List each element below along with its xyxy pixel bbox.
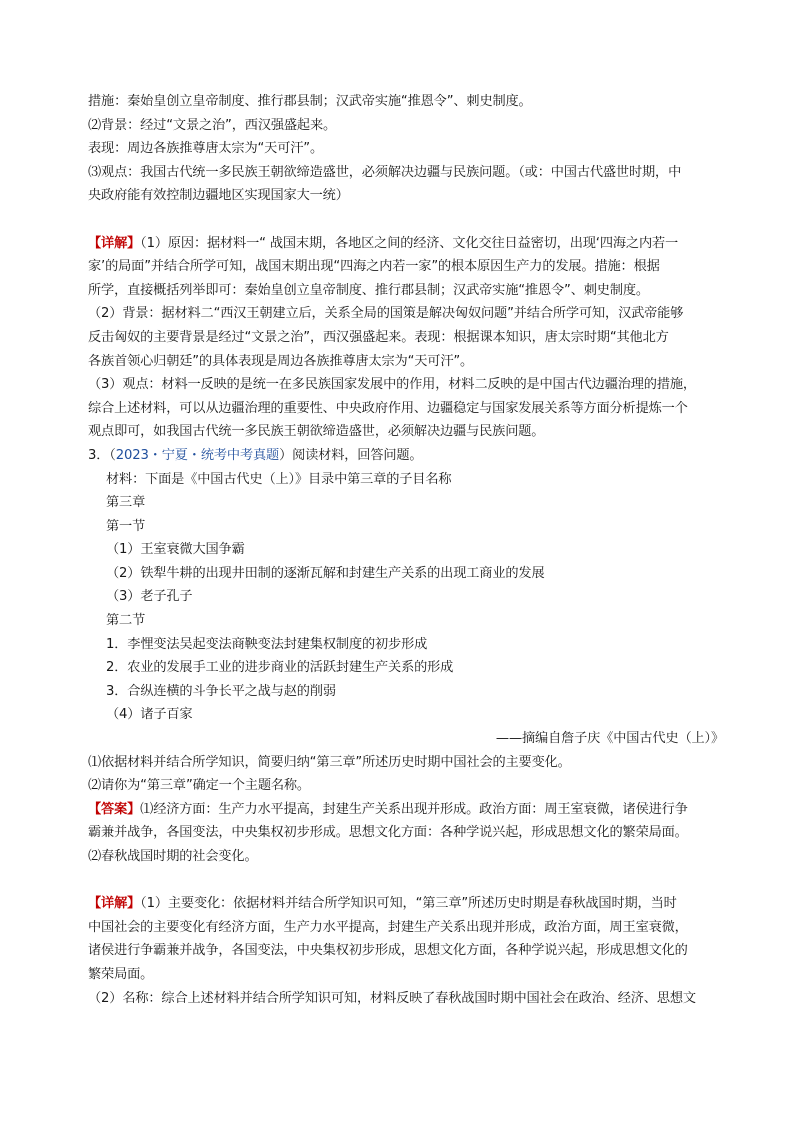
text-line: 诸侯进行争霸兼并战争，各国变法，中央集权初步形成，思想文化方面，各种学说兴起，形成思想文化的 xyxy=(88,943,688,959)
list-item: （4）诸子百家 xyxy=(106,707,193,723)
detail-block-1 xyxy=(88,232,724,444)
text-line: 中国社会的主要变化有经济方面，生产力水平提高，封建生产关系出现并形成，政治方面，周王室衰微， xyxy=(88,919,688,935)
detail-label: 【详解】 xyxy=(88,896,141,912)
question-prompt: ）阅读材料，回答问题。 xyxy=(279,447,423,463)
text-line: 家’的局面”并结合所学可知，战国末期出现“四海之内若一家”的根本原因生产力的发展。措施：根据 xyxy=(88,259,660,275)
text-line: ⑵背景：经过“文景之治”，西汉强盛起来。 xyxy=(88,117,337,133)
text-line: 反击匈奴的主要背景是经过“文景之治”，西汉强盛起来。表现：根据课本知识，唐太宗时期“其他北方 xyxy=(88,329,669,345)
section-title: 第一节 xyxy=(106,518,146,534)
answer-block-continued xyxy=(88,90,724,208)
question-3 xyxy=(88,444,724,798)
list-item: 2．农业的发展手工业的进步商业的活跃封建生产关系的形成 xyxy=(106,660,454,676)
section-title: 第二节 xyxy=(106,613,146,629)
answer-block-3 xyxy=(88,798,724,869)
text-line: （2）名称：综合上述材料并结合所学知识可知，材料反映了春秋战国时期中国社会在政治、经济、思想文 xyxy=(88,990,696,1006)
text-line: 繁荣局面。 xyxy=(88,966,154,982)
list-item: （3）老子孔子 xyxy=(106,589,193,605)
spacer xyxy=(88,208,724,232)
text-line: ⑴经济方面：生产力水平提高，封建生产关系出现并形成。政治方面：周王室衰微，诸侯进行争 xyxy=(140,801,688,817)
document-page xyxy=(88,90,724,1010)
question-number: 3．（ xyxy=(88,447,116,463)
text-line: 所学，直接概括列举即可：秦始皇创立皇帝制度、推行郡县制；汉武帝实施“推恩令”、刺史制度。 xyxy=(88,282,649,298)
list-item: 1．李悝变法吴起变法商鞅变法封建集权制度的初步形成 xyxy=(106,636,428,652)
material-intro: 材料：下面是《中国古代史（上）》目录中第三章的子目名称 xyxy=(106,471,452,487)
text-line: 表现：周边各族推尊唐太宗为“天可汗”。 xyxy=(88,141,324,157)
list-item: 3．合纵连横的斗争长平之战与赵的削弱 xyxy=(106,683,336,699)
list-item: （1）王室衰微大国争霸 xyxy=(106,542,245,558)
answer-label: 【答案】 xyxy=(88,801,141,817)
sub-question: ⑵请你为“第三章”确定一个主题名称。 xyxy=(88,778,310,794)
text-line: （3）观点：材料一反映的是统一在多民族国家发展中的作用，材料二反映的是中国古代边疆治理的措施， xyxy=(88,377,696,393)
text-line: 综合上述材料，可以从边疆治理的重要性、中央政府作用、边疆稳定与国家发展关系等方面分析提炼一个 xyxy=(88,400,688,416)
text-line: ⑵春秋战国时期的社会变化。 xyxy=(88,849,258,864)
text-line: （2）背景：据材料二“西汉王朝建立后，关系全局的国策是解决匈奴问题”并结合所学可知，汉武帝能够 xyxy=(88,306,684,322)
question-source-link[interactable]: 2023・宁夏・统考中考真题 xyxy=(115,447,280,463)
text-line: 观点即可，如我国古代统一多民族王朝欲缔造盛世，必须解决边疆与民族问题。 xyxy=(88,424,545,440)
text-line: ⑶观点：我国古代统一多民族王朝欲缔造盛世，必须解决边疆与民族问题。（或：中国古代盛世时期，中 xyxy=(88,164,682,180)
citation: ——摘编自詹子庆《中国古代史（上）》 xyxy=(495,731,724,747)
text-line: （1）主要变化：依据材料并结合所学知识可知，“第三章”所述历史时期是春秋战国时期，当时 xyxy=(140,896,677,912)
text-line: 各族首领心归朝廷”的具体表现是周边各族推尊唐太宗为“天可汗”。 xyxy=(88,353,474,369)
text-line: 措施：秦始皇创立皇帝制度、推行郡县制；汉武帝实施“推恩令”、刺史制度。 xyxy=(88,94,532,109)
text-line: 央政府能有效控制边疆地区实现国家大一统） xyxy=(88,188,349,204)
detail-block-3 xyxy=(88,892,724,1010)
detail-label: 【详解】 xyxy=(88,235,141,251)
list-item: （2）铁犁牛耕的出现井田制的逐渐瓦解和封建生产关系的出现工商业的发展 xyxy=(106,565,545,581)
sub-question: ⑴依据材料并结合所学知识，简要归纳“第三章”所述历史时期中国社会的主要变化。 xyxy=(88,754,571,770)
chapter-title: 第三章 xyxy=(106,495,146,511)
text-line: （1）原因：据材料一“ 战国末期，各地区之间的经济、文化交往日益密切，出现‘四海之内若一 xyxy=(140,235,679,251)
spacer xyxy=(88,869,724,893)
text-line: 霸兼并战争，各国变法，中央集权初步形成。思想文化方面：各种学说兴起，形成思想文化的繁荣局面。 xyxy=(88,825,688,841)
